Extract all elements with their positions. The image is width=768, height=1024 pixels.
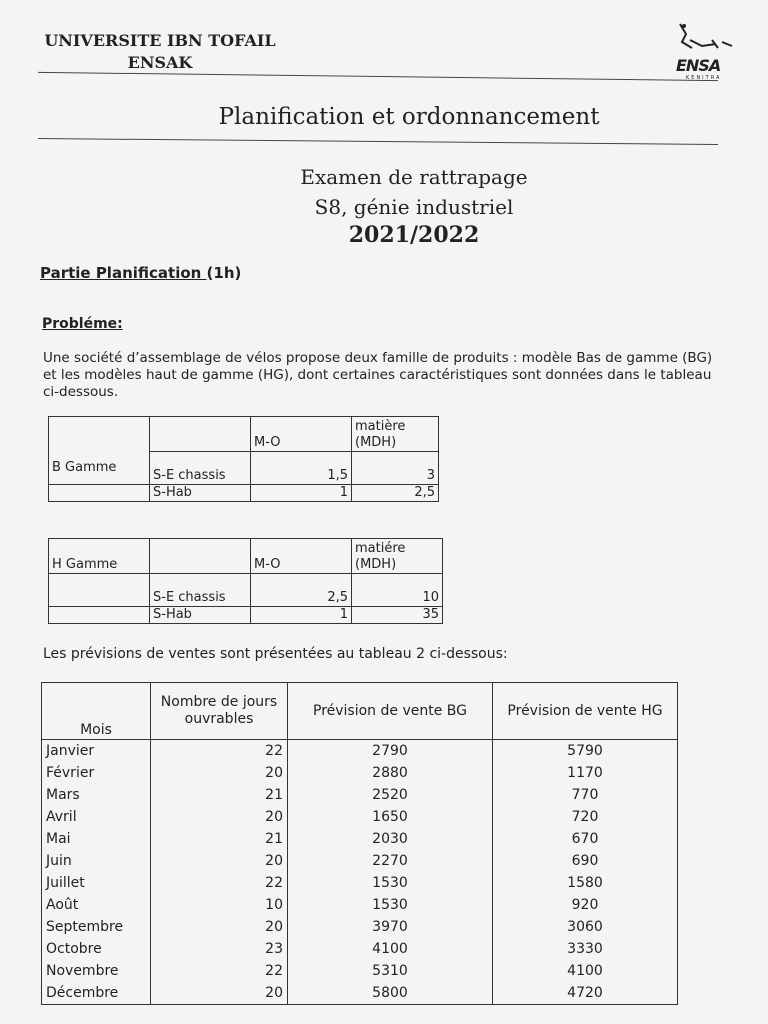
university-header <box>30 30 290 74</box>
university-name: UNIVERSITE IBN TOFAIL <box>44 31 276 50</box>
hg-cell: 5790 <box>493 740 678 763</box>
mo-cell: 1 <box>251 607 352 624</box>
days-cell: 20 <box>151 762 288 784</box>
bg-cell: 5800 <box>288 982 493 1005</box>
bg-cell: 2790 <box>288 740 493 763</box>
hg-cell: 3330 <box>493 938 678 960</box>
mat-cell: 3 <box>352 452 439 485</box>
table-haut-gamme <box>48 538 443 624</box>
table-row <box>42 960 678 982</box>
hg-cell: 4100 <box>493 960 678 982</box>
header-month: Mois <box>42 683 151 740</box>
table-row <box>42 982 678 1005</box>
table-row <box>42 806 678 828</box>
hg-cell: 770 <box>493 784 678 806</box>
table-cell <box>49 485 150 502</box>
item-cell: S-E chassis <box>150 574 251 607</box>
item-cell: S-Hab <box>150 607 251 624</box>
bg-cell: 1530 <box>288 894 493 916</box>
days-cell: 22 <box>151 872 288 894</box>
problem-text: Une société d’assemblage de vélos propose deux famille de produits : modèle Bas de gamme (BG) et les modèles haut de gamme (HG), dont certaines caractéristiques sont données dans le tableau ci-dessous. <box>43 350 713 400</box>
month-cell: Mai <box>42 828 151 850</box>
days-cell: 20 <box>151 982 288 1005</box>
bg-cell: 2270 <box>288 850 493 872</box>
days-cell: 21 <box>151 828 288 850</box>
col-mo-header: M-O <box>251 417 352 452</box>
mo-cell: 1 <box>251 485 352 502</box>
header-hg: Prévision de vente HG <box>493 683 678 740</box>
month-cell: Mars <box>42 784 151 806</box>
logo-subtext: KENITRA <box>686 75 722 81</box>
exam-year: 2021/2022 <box>348 222 480 248</box>
document-title: Planification et ordonnancement <box>218 104 600 130</box>
header-rule-top <box>38 72 718 81</box>
table-row <box>42 894 678 916</box>
days-cell: 22 <box>151 740 288 763</box>
exam-type: Examen de rattrapage <box>300 165 528 189</box>
forecast-intro: Les prévisions de ventes sont présentées au tableau 2 ci-dessous: <box>43 646 508 662</box>
mo-cell: 2,5 <box>251 574 352 607</box>
table-row <box>42 872 678 894</box>
table-cell <box>49 417 150 452</box>
problem-heading: Probléme: <box>42 316 123 332</box>
mat-cell: 10 <box>352 574 443 607</box>
month-cell: Décembre <box>42 982 151 1005</box>
table-cell <box>150 539 251 574</box>
mo-cell: 1,5 <box>251 452 352 485</box>
section-duration: (1h) <box>206 264 242 282</box>
hg-cell: 1580 <box>493 872 678 894</box>
days-cell: 23 <box>151 938 288 960</box>
ensa-logo <box>672 20 738 82</box>
logo-graphic-icon <box>672 20 738 56</box>
bg-cell: 1650 <box>288 806 493 828</box>
col-mat-header: matière (MDH) <box>352 417 439 452</box>
mat-cell: 2,5 <box>352 485 439 502</box>
item-cell: S-Hab <box>150 485 251 502</box>
month-cell: Octobre <box>42 938 151 960</box>
month-cell: Juin <box>42 850 151 872</box>
header-rule-bottom <box>38 138 718 145</box>
bg-cell: 2880 <box>288 762 493 784</box>
hg-cell: 4720 <box>493 982 678 1005</box>
logo-text: ENSA <box>676 56 721 75</box>
header-days: Nombre de jours ouvrables <box>151 683 288 740</box>
col-mat-header: matiére (MDH) <box>352 539 443 574</box>
table-cell <box>49 574 150 607</box>
hg-cell: 1170 <box>493 762 678 784</box>
month-cell: Avril <box>42 806 151 828</box>
mat-cell: 35 <box>352 607 443 624</box>
days-cell: 20 <box>151 806 288 828</box>
table-row <box>42 828 678 850</box>
days-cell: 21 <box>151 784 288 806</box>
family-label: H Gamme <box>49 539 150 574</box>
exam-level: S8, génie industriel <box>314 195 514 219</box>
bg-cell: 5310 <box>288 960 493 982</box>
days-cell: 22 <box>151 960 288 982</box>
col-mo-header: M-O <box>251 539 352 574</box>
month-cell: Août <box>42 894 151 916</box>
days-cell: 10 <box>151 894 288 916</box>
days-cell: 20 <box>151 850 288 872</box>
table-cell <box>49 607 150 624</box>
month-cell: Septembre <box>42 916 151 938</box>
table-row <box>42 784 678 806</box>
family-label: B Gamme <box>49 452 150 485</box>
school-name: ENSAK <box>127 53 193 72</box>
table-cell <box>150 417 251 452</box>
bg-cell: 4100 <box>288 938 493 960</box>
month-cell: Novembre <box>42 960 151 982</box>
days-cell: 20 <box>151 916 288 938</box>
month-cell: Janvier <box>42 740 151 763</box>
month-cell: Juillet <box>42 872 151 894</box>
forecast-table <box>41 682 678 1005</box>
table-row <box>42 762 678 784</box>
table-row <box>42 740 678 763</box>
section-heading <box>40 264 241 282</box>
forecast-body <box>42 740 678 1005</box>
bg-cell: 2030 <box>288 828 493 850</box>
table-row <box>42 938 678 960</box>
table-bas-gamme <box>48 416 439 502</box>
bg-cell: 3970 <box>288 916 493 938</box>
item-cell: S-E chassis <box>150 452 251 485</box>
month-cell: Février <box>42 762 151 784</box>
table-row <box>42 916 678 938</box>
table-row <box>42 850 678 872</box>
hg-cell: 720 <box>493 806 678 828</box>
hg-cell: 920 <box>493 894 678 916</box>
bg-cell: 2520 <box>288 784 493 806</box>
hg-cell: 3060 <box>493 916 678 938</box>
hg-cell: 690 <box>493 850 678 872</box>
section-label: Partie Planification <box>40 264 207 282</box>
header-bg: Prévision de vente BG <box>288 683 493 740</box>
hg-cell: 670 <box>493 828 678 850</box>
bg-cell: 1530 <box>288 872 493 894</box>
